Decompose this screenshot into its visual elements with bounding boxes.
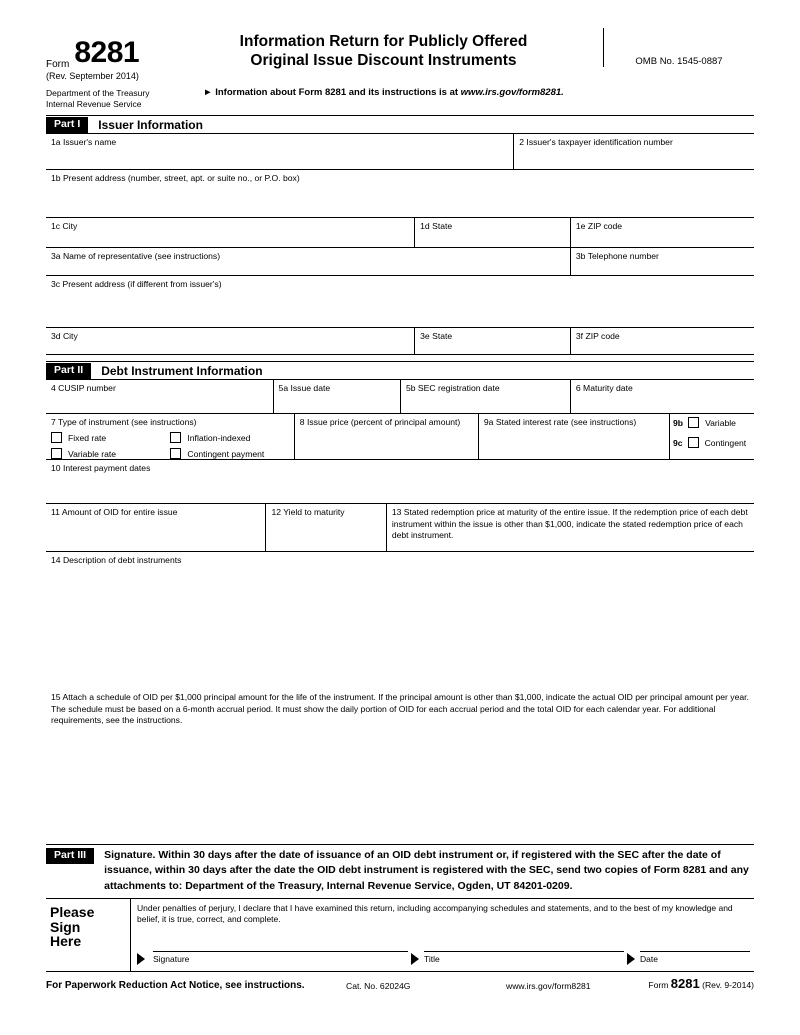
- checkbox-variable-rate[interactable]: [51, 448, 170, 459]
- field-4-label: 4 CUSIP number: [51, 383, 116, 394]
- row-14: [46, 552, 754, 692]
- title-label: Title: [424, 954, 440, 964]
- signature-label: Signature: [153, 954, 190, 964]
- field-14-description-of-debt-instruments[interactable]: [46, 552, 754, 692]
- field-3a-label: 3a Name of representative (see instructions): [51, 251, 221, 262]
- form-info-url: www.irs.gov/form8281.: [460, 86, 564, 98]
- row-3a-3b: [46, 248, 754, 276]
- checkbox-box-variable-rate[interactable]: [51, 448, 62, 459]
- checkbox-fixed-rate[interactable]: [51, 432, 170, 443]
- footer-form-revision: (Rev. 9-2014): [702, 980, 754, 990]
- checkbox-box-contingent[interactable]: [688, 437, 699, 448]
- field-11-amount-of-oid[interactable]: [46, 504, 265, 551]
- row-1c-1d-1e: [46, 218, 754, 248]
- field-7-type-of-instrument[interactable]: [46, 414, 294, 459]
- field-1c-city[interactable]: [46, 218, 414, 247]
- field-1b-present-address[interactable]: [46, 170, 754, 217]
- field-1c-label: 1c City: [51, 221, 78, 232]
- field-9a-label: 9a Stated interest rate (see instructions): [483, 417, 637, 428]
- field-6-maturity-date[interactable]: [570, 380, 754, 413]
- signature-area: [131, 899, 754, 971]
- field-13-label: 13 Stated redemption price at maturity of the entire issue. If the redemption price of each debt instrument within the issue is other than $1,000, indicate the stated redemption price of each debt instrument.: [391, 507, 748, 541]
- form-number: 8281: [74, 36, 140, 69]
- footer-form-number: 8281: [670, 976, 700, 991]
- field-1d-label: 1d State: [420, 221, 453, 232]
- part-2-tag: Part II: [46, 363, 91, 379]
- field-5b-label: 5b SEC registration date: [405, 383, 500, 394]
- field-3b-telephone[interactable]: [570, 248, 754, 275]
- part-3-bar: [46, 844, 754, 899]
- omb-number: OMB No. 1545-0887: [603, 28, 754, 67]
- field-3b-label: 3b Telephone number: [575, 251, 659, 262]
- form-footer: [46, 972, 754, 991]
- field-10-interest-payment-dates[interactable]: [46, 460, 754, 503]
- footer-form-id: [648, 976, 754, 991]
- footer-website: www.irs.gov/form8281: [506, 981, 591, 991]
- paperwork-reduction-notice: For Paperwork Reduction Act Notice, see instructions.: [46, 980, 305, 991]
- field-2-tin[interactable]: [513, 134, 754, 169]
- field-4-cusip-number[interactable]: [46, 380, 273, 413]
- field-3d-city[interactable]: [46, 328, 414, 354]
- field-10-label: 10 Interest payment dates: [51, 463, 151, 474]
- field-9b-9c-group: [669, 414, 754, 459]
- field-12-yield-to-maturity[interactable]: [265, 504, 385, 551]
- field-1d-state[interactable]: [414, 218, 570, 247]
- checkbox-label-variable-rate: Variable rate: [68, 448, 117, 459]
- please-sign-here-line-3: Here: [50, 933, 82, 950]
- date-arrow-icon: [627, 953, 635, 965]
- checkbox-contingent-payment[interactable]: [170, 448, 289, 459]
- field-3a-representative-name[interactable]: [46, 248, 570, 275]
- field-11-label: 11 Amount of OID for entire issue: [51, 507, 178, 518]
- spacer-before-part-3: [46, 756, 754, 844]
- date-label: Date: [640, 954, 658, 964]
- field-3f-label: 3f ZIP code: [575, 331, 620, 342]
- field-1a-issuers-name[interactable]: [46, 134, 513, 169]
- field-5a-label: 5a Issue date: [278, 383, 331, 394]
- signature-field[interactable]: [153, 951, 408, 971]
- field-13-stated-redemption-price[interactable]: [386, 504, 754, 551]
- checkbox-label-variable: Variable: [705, 417, 736, 428]
- row-3c: [46, 276, 754, 328]
- checkbox-box-fixed-rate[interactable]: [51, 432, 62, 443]
- form-title-line-1: Information Return for Publicly Offered: [239, 33, 528, 50]
- perjury-statement: Under penalties of perjury, I declare that I have examined this return, including accompanying schedules and statements, and to the best of my knowledge and belief, it is true, correct, and complete.: [137, 902, 733, 924]
- form-revision: (Rev. September 2014): [46, 71, 139, 81]
- part-2-title: Debt Instrument Information: [101, 363, 263, 378]
- field-3d-label: 3d City: [51, 331, 78, 342]
- row-1a-2: [46, 134, 754, 170]
- form-word-label: Form: [46, 59, 70, 70]
- part-1-title: Issuer Information: [98, 117, 203, 132]
- please-sign-here-line-2: Sign: [50, 918, 81, 935]
- part-3-tag: Part III: [46, 848, 94, 864]
- field-15-instructions: 15 Attach a schedule of OID per $1,000 principal amount for the life of the instrument. If the principal amount is other than $1,000, indicate the actual OID per principal amount per year. The schedule must be based on a 6-month accrual period. It must show the daily portion of OID for each accrual period and the total OID for each calendar year. For additional requirements, see the instructions.: [51, 692, 749, 726]
- field-6-label: 6 Maturity date: [575, 383, 633, 394]
- field-1a-label: 1a Issuer's name: [51, 137, 117, 148]
- please-sign-here-block: [46, 899, 131, 971]
- field-1b-label: 1b Present address (number, street, apt. or suite no., or P.O. box): [51, 173, 300, 184]
- field-9a-stated-interest-rate[interactable]: [478, 414, 669, 459]
- field-1e-label: 1e ZIP code: [575, 221, 623, 232]
- form-title-block: [164, 28, 603, 98]
- field-1e-zip[interactable]: [570, 218, 754, 247]
- right-arrow-icon: ►: [203, 86, 213, 98]
- field-9c-number: 9c: [673, 437, 683, 448]
- row-10: [46, 460, 754, 504]
- checkbox-box-inflation-indexed[interactable]: [170, 432, 181, 443]
- form-identity: [46, 28, 164, 109]
- field-8-issue-price[interactable]: [294, 414, 478, 459]
- form-info-line: [164, 87, 603, 98]
- form-title-line-2: Original Issue Discount Instruments: [250, 52, 517, 70]
- dept-line-2: Internal Revenue Service: [46, 98, 142, 109]
- title-field[interactable]: [424, 951, 624, 971]
- dept-line-1: Department of the Treasury: [46, 88, 150, 98]
- checkbox-label-fixed-rate: Fixed rate: [68, 432, 107, 443]
- part-1-bar: [46, 115, 754, 134]
- checkbox-box-contingent-payment[interactable]: [170, 448, 181, 459]
- field-8-label: 8 Issue price (percent of principal amount): [299, 417, 461, 428]
- signature-arrow-icon: [137, 953, 145, 965]
- row-7-8-9: [46, 414, 754, 460]
- checkbox-label-inflation-indexed: Inflation-indexed: [187, 432, 251, 443]
- field-5b-sec-registration-date[interactable]: [400, 380, 570, 413]
- signature-row: [46, 899, 754, 972]
- title-arrow-icon: [411, 953, 419, 965]
- part-2-bar: [46, 361, 754, 380]
- field-2-label: 2 Issuer's taxpayer identification number: [519, 137, 673, 148]
- field-9b-number: 9b: [673, 417, 684, 428]
- row-1b: [46, 170, 754, 218]
- form-info-text: Information about Form 8281 and its instructions is at: [215, 86, 461, 98]
- field-3c-present-address[interactable]: [46, 276, 754, 327]
- field-7-label: 7 Type of instrument (see instructions): [51, 417, 197, 428]
- checkbox-box-variable[interactable]: [688, 417, 699, 428]
- field-3e-label: 3e State: [420, 331, 453, 342]
- field-14-label: 14 Description of debt instruments: [51, 555, 182, 566]
- part-1-tag: Part I: [46, 117, 88, 133]
- row-3d-3e-3f: [46, 328, 754, 355]
- form-header: [46, 28, 754, 109]
- checkbox-label-contingent: Contingent: [704, 437, 747, 448]
- date-field[interactable]: [640, 951, 750, 971]
- field-12-label: 12 Yield to maturity: [271, 507, 345, 518]
- please-sign-here-line-1: Please: [50, 903, 95, 920]
- field-15-block: [46, 692, 754, 756]
- field-5a-issue-date[interactable]: [273, 380, 400, 413]
- part-3-heading: Signature. Within 30 days after the date of issuance of an OID debt instrument or, if registered with the SEC after the date of issuance, within 30 days after the date the OID debt instrument is registered with the SEC, send two copies of Form 8281 and any attachments to: Department of the Treasury, Internal Revenue Service, Ogden, UT 84201-0209.: [104, 849, 749, 892]
- row-4-5a-5b-6: [46, 380, 754, 414]
- field-3e-state[interactable]: [414, 328, 570, 354]
- catalog-number: Cat. No. 62024G: [346, 981, 411, 991]
- row-11-12-13: [46, 504, 754, 552]
- field-3f-zip[interactable]: [570, 328, 754, 354]
- field-3c-label: 3c Present address (if different from issuer's): [51, 279, 222, 290]
- checkbox-label-contingent-payment: Contingent payment: [187, 448, 265, 459]
- checkbox-inflation-indexed[interactable]: [170, 432, 289, 443]
- footer-form-word: Form: [648, 980, 669, 990]
